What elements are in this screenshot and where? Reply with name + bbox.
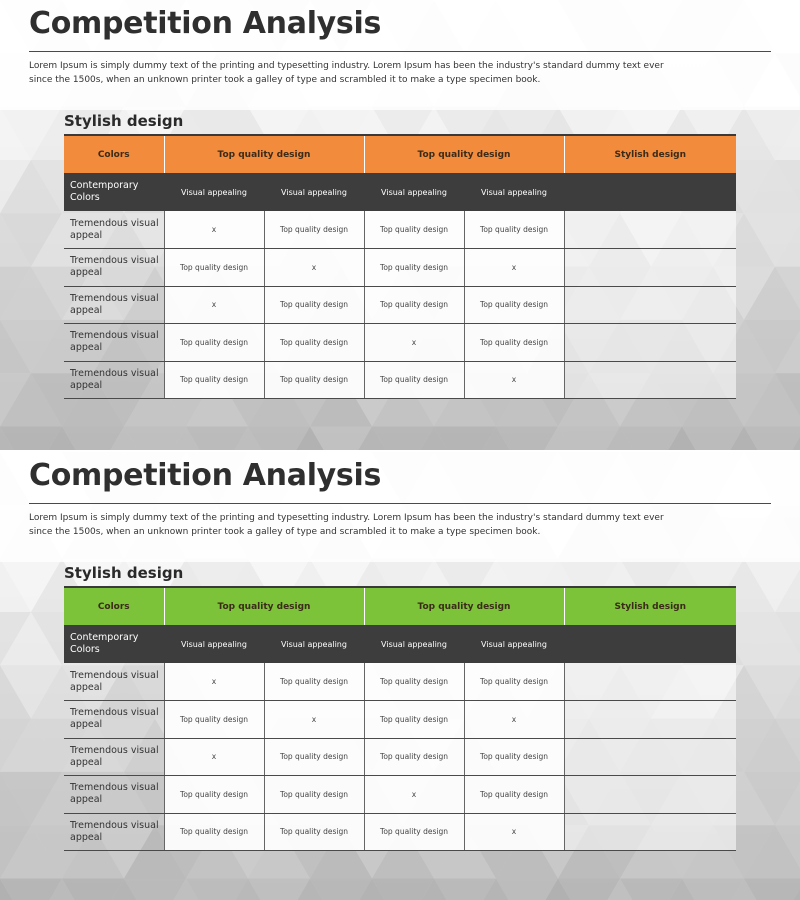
header-colors: Colors	[64, 135, 164, 173]
table-cell	[564, 249, 736, 287]
header-top-quality-design-1: Top quality design	[164, 135, 364, 173]
table-cell: x	[464, 361, 564, 399]
table-cell: x	[464, 249, 564, 287]
header-colors: Colors	[64, 587, 164, 625]
table-cell: Top quality design	[464, 738, 564, 776]
subheader-cell: Visual appealing	[164, 625, 264, 663]
header-top-quality-design-2: Top quality design	[364, 587, 564, 625]
table-cell: Top quality design	[264, 361, 364, 399]
subheader-label: Contemporary Colors	[64, 625, 164, 663]
subheader-cell	[564, 625, 736, 663]
row-label: Tremendous visual appeal	[64, 286, 164, 324]
title-divider	[29, 503, 771, 504]
table-header-row	[64, 135, 736, 173]
table-row	[64, 361, 736, 399]
title-divider	[29, 51, 771, 52]
table-cell: x	[364, 776, 464, 814]
table-cell	[564, 211, 736, 249]
table-subtitle: Stylish design	[64, 564, 184, 582]
table-cell: Top quality design	[464, 776, 564, 814]
table-cell: Top quality design	[364, 701, 464, 739]
table-cell: x	[164, 211, 264, 249]
table-cell	[564, 663, 736, 701]
table-row	[64, 663, 736, 701]
table-cell: Top quality design	[164, 776, 264, 814]
row-label: Tremendous visual appeal	[64, 776, 164, 814]
table-subtitle: Stylish design	[64, 112, 184, 130]
row-label: Tremendous visual appeal	[64, 813, 164, 851]
table-cell: x	[464, 701, 564, 739]
table-cell: x	[164, 738, 264, 776]
table-cell	[564, 776, 736, 814]
header-stylish-design: Stylish design	[564, 587, 736, 625]
slide-title: Competition Analysis	[29, 458, 382, 493]
row-label: Tremendous visual appeal	[64, 738, 164, 776]
table-cell: Top quality design	[364, 738, 464, 776]
table-cell: x	[264, 701, 364, 739]
table-cell: Top quality design	[264, 738, 364, 776]
subheader-cell: Visual appealing	[464, 173, 564, 211]
table-cell: Top quality design	[164, 361, 264, 399]
table-cell: x	[164, 663, 264, 701]
table-row	[64, 249, 736, 287]
table-row	[64, 211, 736, 249]
table-row	[64, 776, 736, 814]
row-label: Tremendous visual appeal	[64, 211, 164, 249]
table-row	[64, 324, 736, 362]
table-subheader-row	[64, 173, 736, 211]
table-cell: Top quality design	[264, 286, 364, 324]
table-subheader-row	[64, 625, 736, 663]
table-cell: Top quality design	[464, 324, 564, 362]
table-row	[64, 813, 736, 851]
comparison-table	[64, 586, 736, 851]
subheader-label: Contemporary Colors	[64, 173, 164, 211]
intro-paragraph: Lorem Ipsum is simply dummy text of the printing and typesetting industry. Lorem Ipsum has been the industry's standard dummy text ever since the 1500s, when an unknown printer took a galley of type and scrambled it to make a type specimen book.	[29, 61, 664, 85]
comparison-table	[64, 134, 736, 399]
table-cell: Top quality design	[264, 663, 364, 701]
table-cell	[564, 286, 736, 324]
table-cell	[564, 361, 736, 399]
table-cell: Top quality design	[364, 813, 464, 851]
subheader-cell: Visual appealing	[264, 625, 364, 663]
table-cell: Top quality design	[364, 286, 464, 324]
table-cell: x	[164, 286, 264, 324]
header-stylish-design: Stylish design	[564, 135, 736, 173]
table-cell	[564, 813, 736, 851]
subheader-cell: Visual appealing	[164, 173, 264, 211]
table-cell: Top quality design	[464, 286, 564, 324]
table-cell: Top quality design	[264, 324, 364, 362]
header-top-quality-design-1: Top quality design	[164, 587, 364, 625]
row-label: Tremendous visual appeal	[64, 663, 164, 701]
header-top-quality-design-2: Top quality design	[364, 135, 564, 173]
table-cell	[564, 701, 736, 739]
table-cell: x	[464, 813, 564, 851]
table-cell	[564, 324, 736, 362]
intro-paragraph: Lorem Ipsum is simply dummy text of the printing and typesetting industry. Lorem Ipsum has been the industry's standard dummy text ever since the 1500s, when an unknown printer took a galley of type and scrambled it to make a type specimen book.	[29, 513, 664, 537]
table-cell: x	[364, 324, 464, 362]
row-label: Tremendous visual appeal	[64, 324, 164, 362]
table-header-row	[64, 587, 736, 625]
table-row	[64, 286, 736, 324]
table-cell	[564, 738, 736, 776]
subheader-cell	[564, 173, 736, 211]
table-cell: Top quality design	[364, 211, 464, 249]
row-label: Tremendous visual appeal	[64, 361, 164, 399]
table-cell: Top quality design	[364, 663, 464, 701]
table-row	[64, 701, 736, 739]
table-cell: Top quality design	[264, 211, 364, 249]
table-cell: x	[264, 249, 364, 287]
table-cell: Top quality design	[464, 663, 564, 701]
subheader-cell: Visual appealing	[264, 173, 364, 211]
table-row	[64, 738, 736, 776]
subheader-cell: Visual appealing	[464, 625, 564, 663]
table-cell: Top quality design	[164, 813, 264, 851]
row-label: Tremendous visual appeal	[64, 249, 164, 287]
table-cell: Top quality design	[364, 361, 464, 399]
table-cell: Top quality design	[264, 776, 364, 814]
table-cell: Top quality design	[164, 324, 264, 362]
table-cell: Top quality design	[164, 249, 264, 287]
slide-title: Competition Analysis	[29, 6, 382, 41]
table-cell: Top quality design	[364, 249, 464, 287]
subheader-cell: Visual appealing	[364, 625, 464, 663]
row-label: Tremendous visual appeal	[64, 701, 164, 739]
slide-green	[0, 450, 800, 900]
table-cell: Top quality design	[264, 813, 364, 851]
subheader-cell: Visual appealing	[364, 173, 464, 211]
table-cell: Top quality design	[164, 701, 264, 739]
table-cell: Top quality design	[464, 211, 564, 249]
